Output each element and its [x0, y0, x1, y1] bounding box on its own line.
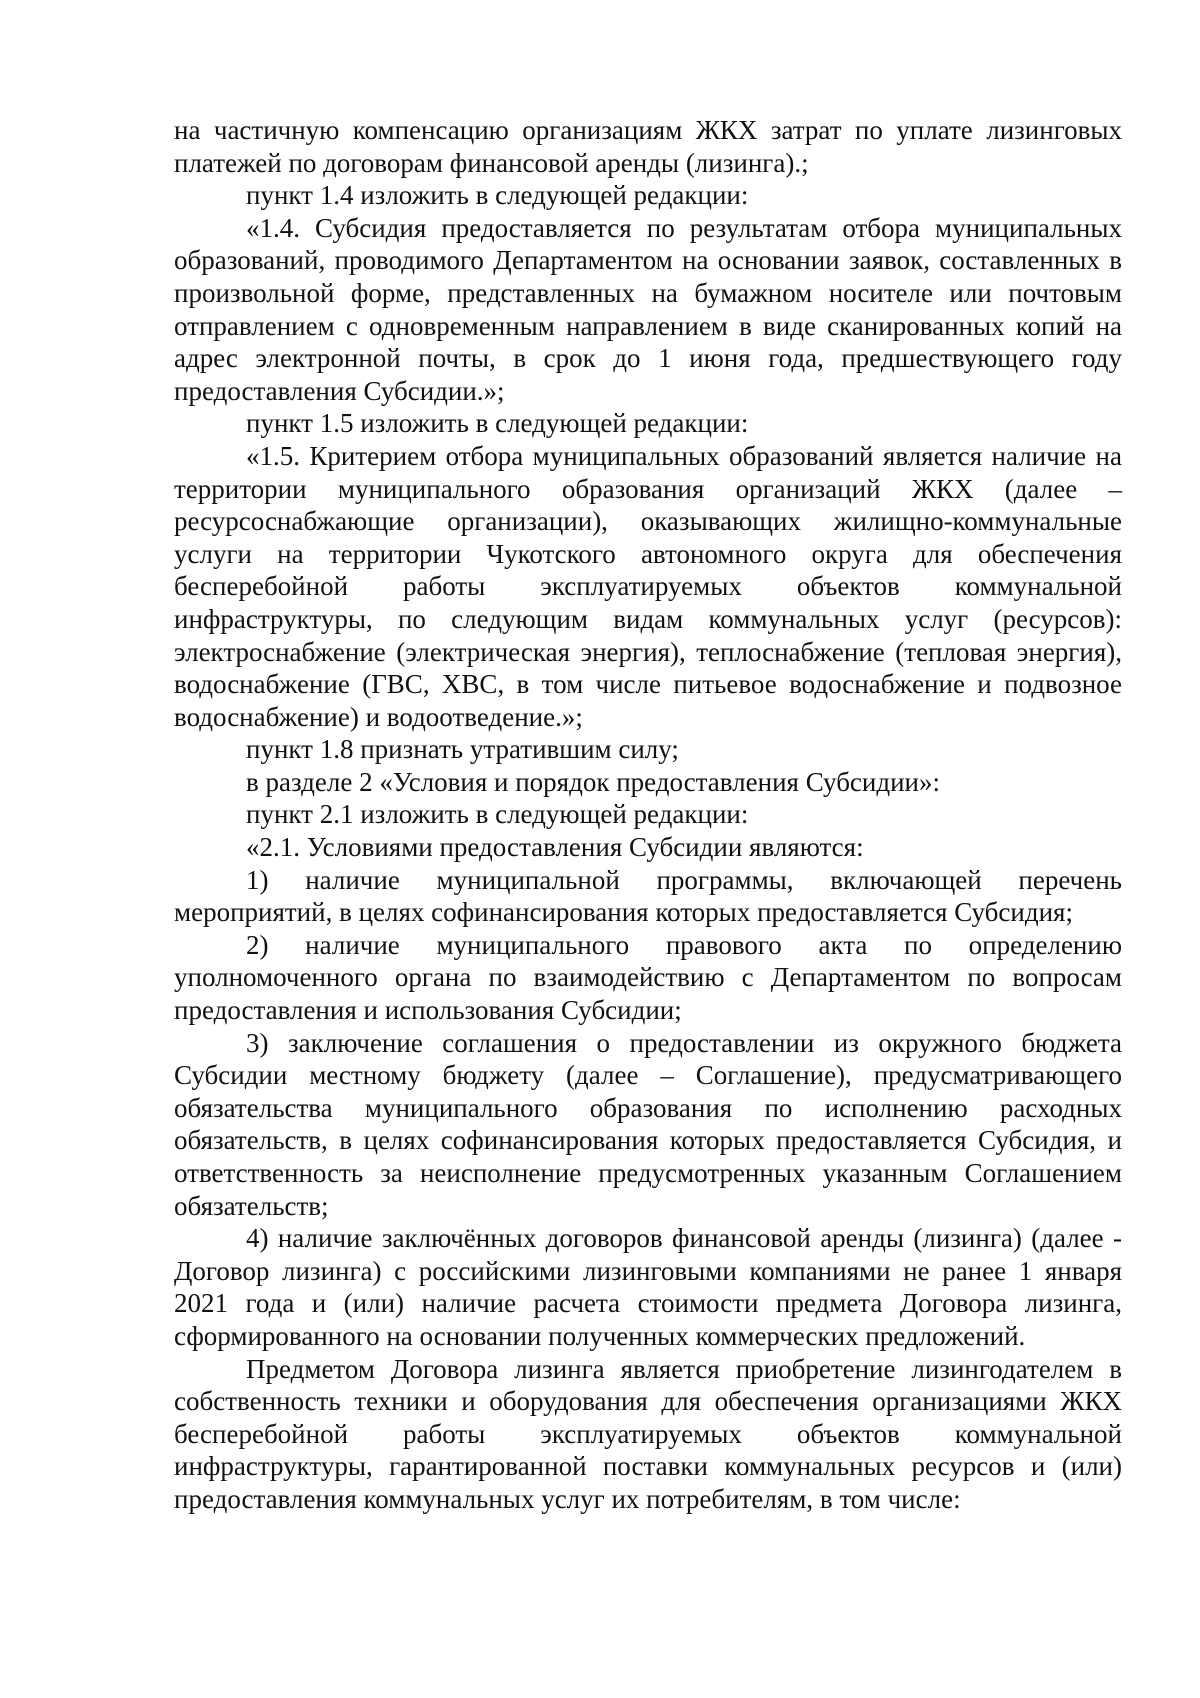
paragraph-condition-1: 1) наличие муниципальной программы, включающей перечень мероприятий, в целях софинансирования которых предоставляется Субсидия;: [174, 864, 1122, 928]
paragraph-item-1-5-text: «1.5. Критерием отбора муниципальных образований является наличие на территории муниципального образования организаций ЖКХ (далее – ресурсоснабжающие организации), оказывающих жилищно-коммунальные услуги на территории Чукотского автономного округа для обеспечения бесперебойной работы эксплуатируемых объектов коммунальной инфраструктуры, по следующим видам коммунальных услуг (ресурсов): электроснабжение (электрическая энергия), теплоснабжение (тепловая энергия), водоснабжение (ГВС, ХВС, в том числе питьевое водоснабжение и подвозное водоснабжение) и водоотведение.»;: [174, 440, 1122, 732]
paragraph-item-1-4-text: «1.4. Субсидия предоставляется по результатам отбора муниципальных образований, проводимого Департаментом на основании заявок, составленных в произвольной форме, представленных на бумажном носителе или почтовым отправлением с одновременным направлением в виде сканированных копий на адрес электронной почты, в срок до 1 июня года, предшествующего году предоставления Субсидии.»;: [174, 212, 1122, 406]
paragraph-condition-2: 2) наличие муниципального правового акта по определению уполномоченного органа по взаимодействию с Департаментом по вопросам предоставления и использования Субсидии;: [174, 929, 1122, 1026]
document-body: [174, 114, 1122, 1516]
paragraph-intro-continuation: на частичную компенсацию организациям ЖКХ затрат по уплате лизинговых платежей по договорам финансовой аренды (лизинга).;: [174, 115, 1122, 178]
paragraph-item-1-8: пункт 1.8 признать утратившим силу;: [246, 734, 679, 765]
paragraph-leasing-subject: Предметом Договора лизинга является приобретение лизингодателем в собственность техники и оборудования для обеспечения организациями ЖКХ бесперебойной работы эксплуатируемых объектов коммунальной инфраструктуры, гарантированной поставки коммунальных ресурсов и (или) предоставления коммунальных услуг их потребителям, в том числе:: [174, 1353, 1122, 1514]
paragraph-item-1-4-heading: пункт 1.4 изложить в следующей редакции:: [246, 180, 749, 211]
paragraph-item-1-5-heading: пункт 1.5 изложить в следующей редакции:: [246, 408, 749, 439]
paragraph-condition-3: 3) заключение соглашения о предоставлении из окружного бюджета Субсидии местному бюджету (далее – Соглашение), предусматривающего обязательства муниципального образования по исполнению расходных обязательств, в целях софинансирования которых предоставляется Субсидия, и ответственность за неисполнение предусмотренных указанным Соглашением обязательств;: [174, 1027, 1122, 1221]
paragraph-item-2-1-text: «2.1. Условиями предоставления Субсидии являются:: [246, 832, 864, 863]
paragraph-condition-4: 4) наличие заключённых договоров финансовой аренды (лизинга) (далее - Договор лизинга) с российскими лизинговыми компаниями не ранее 1 января 2021 года и (или) наличие расчета стоимости предмета Договора лизинга, сформированного на основании полученных коммерческих предложений.: [174, 1223, 1122, 1351]
paragraph-item-2-1-heading: пункт 2.1 изложить в следующей редакции:: [246, 799, 749, 830]
paragraph-section-2: в разделе 2 «Условия и порядок предоставления Субсидии»:: [246, 766, 940, 797]
